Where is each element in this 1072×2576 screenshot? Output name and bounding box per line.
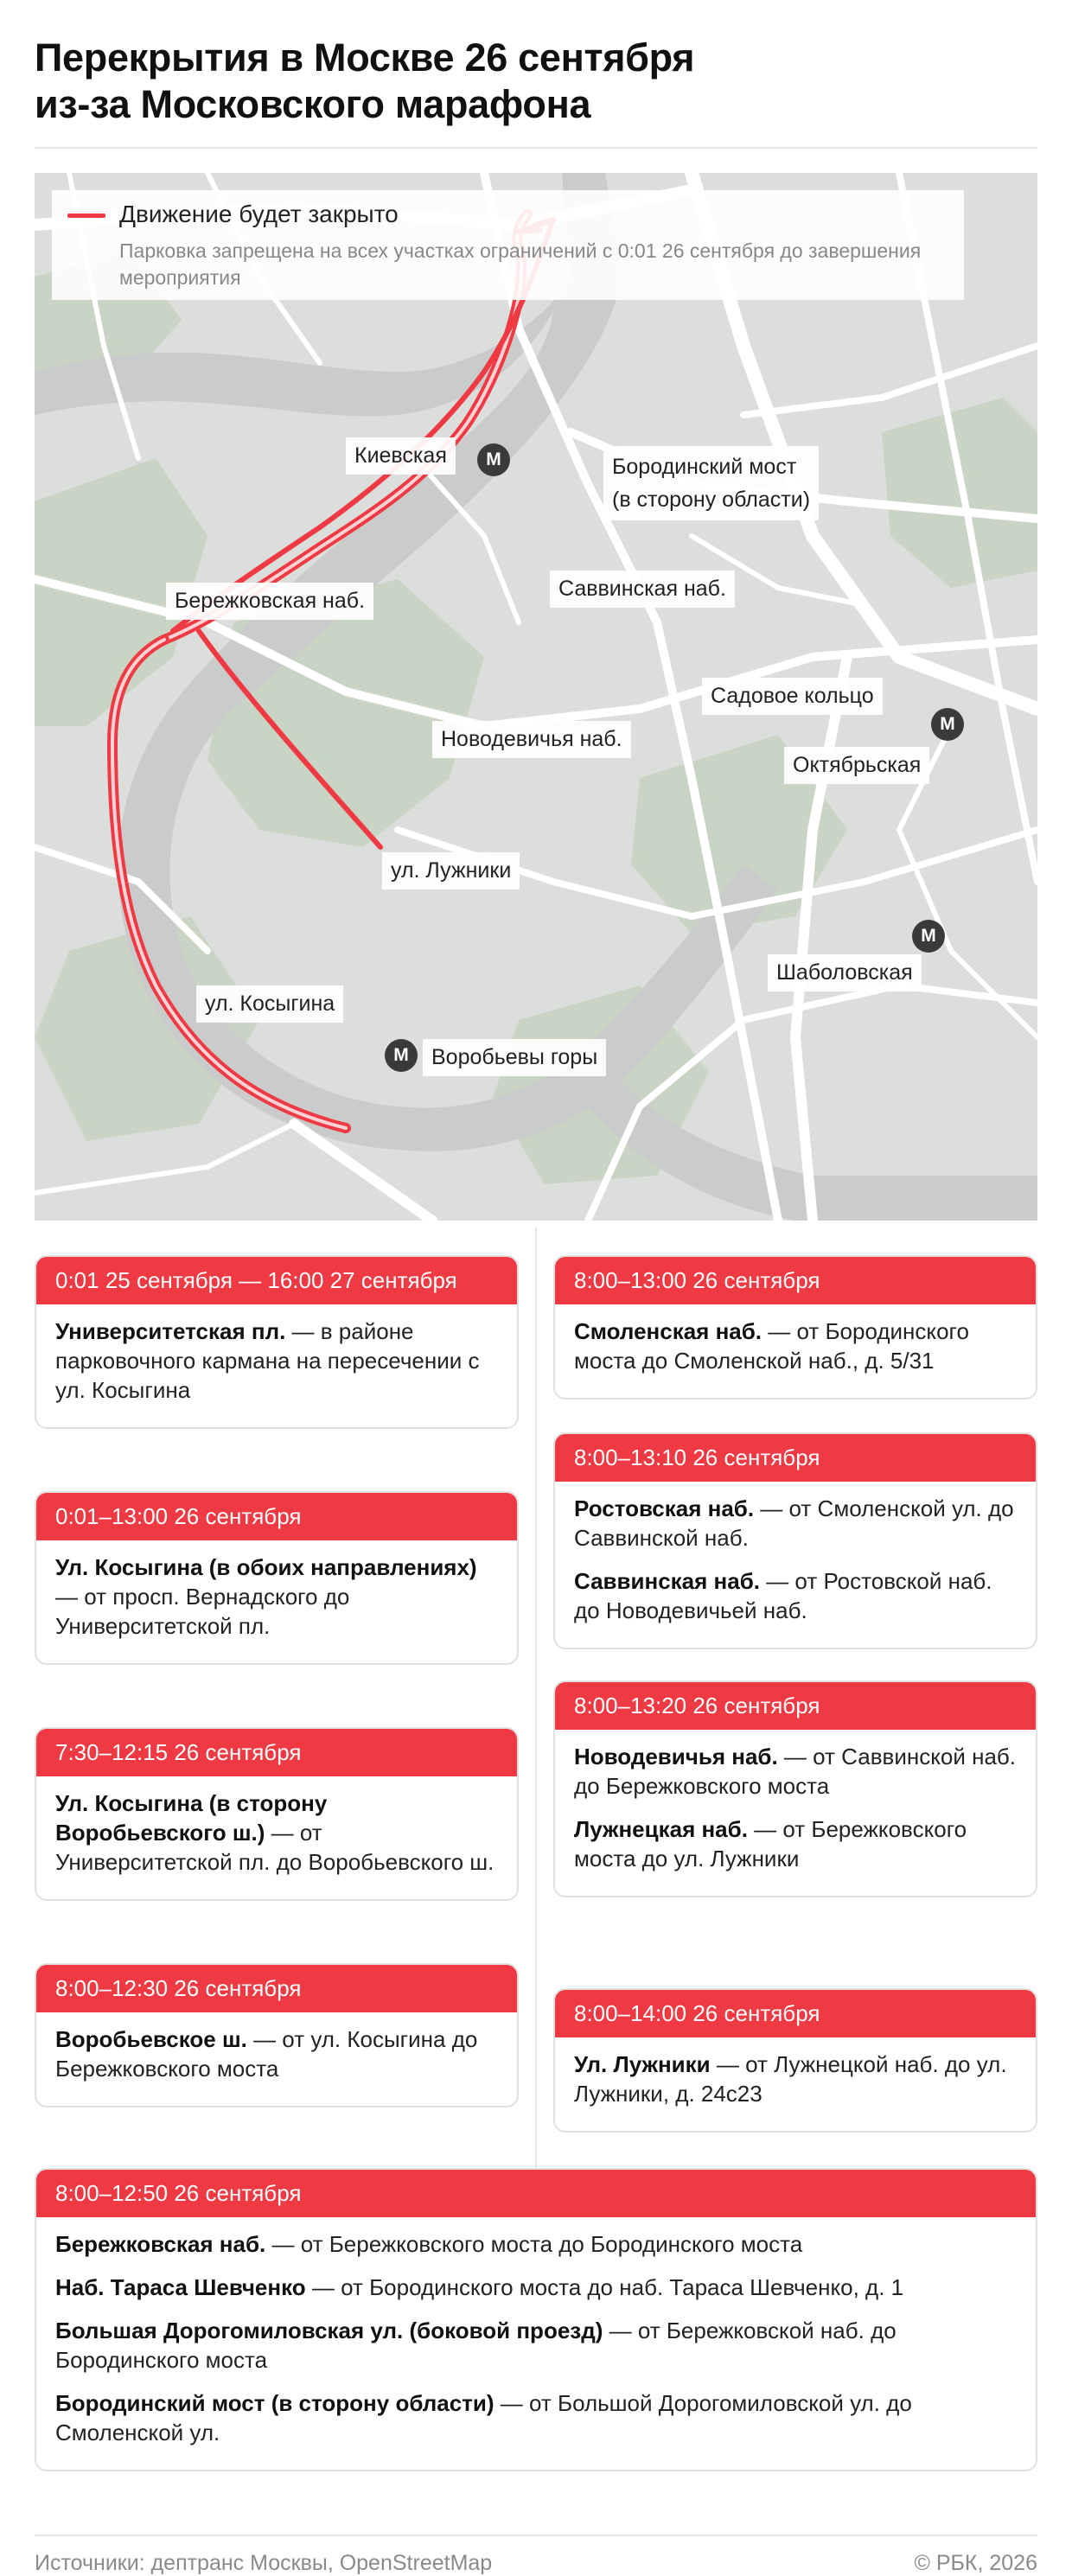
street-desc: — от Бородинского моста до Смоленской наб., д. 5/31 — [574, 1318, 969, 1374]
oktyabrskaya-metro-icon: М — [931, 708, 964, 741]
closure-item — [55, 2316, 1017, 2375]
label-sadovoe-koltso: Садовое кольцо — [702, 678, 883, 715]
closure-item — [574, 2050, 1017, 2108]
closure-card — [553, 1432, 1037, 1649]
street-name: Большая Дорогомиловская ул. (боковой проезд) — [55, 2318, 603, 2343]
street-name: Университетская пл. — [55, 1318, 286, 1344]
columns-divider — [535, 1227, 537, 2168]
closure-item — [574, 1742, 1017, 1801]
street-desc: — от Большой Дорогомиловской ул. до Смоленской ул. — [55, 2390, 912, 2445]
label-kosygina: ул. Косыгина — [196, 985, 343, 1023]
closure-card — [35, 1727, 519, 1901]
closure-item — [574, 1494, 1017, 1553]
closure-time: 7:30–12:15 26 сентября — [36, 1729, 517, 1776]
street-name: Наб. Тараса Шевченко — [55, 2274, 306, 2300]
closure-time: 8:00–12:50 26 сентября — [36, 2170, 1036, 2217]
street-name: Бережковская наб. — [55, 2231, 266, 2257]
title-line-2: из-за Московского марафона — [35, 82, 591, 126]
closure-time: 0:01–13:00 26 сентября — [36, 1493, 517, 1540]
closure-item — [55, 1789, 498, 1877]
closure-item — [55, 1317, 498, 1405]
street-name: Ул. Косыгина (в сторону Воробьевского ш.) — [55, 1790, 328, 1846]
closure-card — [35, 1491, 519, 1665]
street-name: Воробьевское ш. — [55, 2026, 247, 2052]
closure-item — [55, 2388, 1017, 2447]
street-name: Ул. Косыгина (в обоих направлениях) — [55, 1554, 477, 1580]
label-borodinsky-line-1: Бородинский мост — [612, 455, 797, 479]
street-name: Ростовская наб. — [574, 1495, 755, 1521]
closure-item — [574, 1566, 1017, 1625]
label-kievskaya: Киевская — [346, 437, 456, 475]
street-name: Лужнецкая наб. — [574, 1816, 748, 1842]
street-name: Саввинская наб. — [574, 1568, 760, 1594]
label-shabolovskaya: Шаболовская — [768, 954, 922, 992]
street-desc: — от Смоленской ул. до Саввинской наб. — [574, 1495, 1014, 1551]
street-name: Новодевичья наб. — [574, 1744, 778, 1769]
street-desc: — в районе парковочного кармана на пересечении с ул. Косыгина — [55, 1318, 480, 1403]
street-desc: — от Ростовской наб. до Новодевичьей наб. — [574, 1568, 992, 1623]
title-line-1: Перекрытия в Москве 26 сентября — [35, 35, 695, 80]
closure-time: 8:00–13:00 26 сентября — [555, 1257, 1036, 1304]
closure-item — [55, 2024, 498, 2083]
street-desc: — от Университетской пл. до Воробьевского ш. — [55, 1820, 495, 1875]
closure-item — [55, 1553, 498, 1641]
closure-item — [574, 1814, 1017, 1873]
label-berezhkovskaya: Бережковская наб. — [166, 583, 373, 620]
label-luzhniki: ул. Лужники — [382, 852, 520, 889]
page-title — [35, 35, 1037, 128]
street-name: Смоленская наб. — [574, 1318, 763, 1344]
closure-time: 8:00–13:10 26 сентября — [555, 1434, 1036, 1482]
legend-parking-note: Парковка запрещена на всех участках ограничений с 0:01 26 сентября до завершения мероприятия — [119, 239, 922, 289]
shabolovskaya-metro-icon: М — [912, 920, 945, 953]
footer-sources: Источники: дептранс Москвы, OpenStreetMap — [35, 2551, 493, 2575]
street-desc: — от Бережковской наб. до Бородинского моста — [55, 2318, 897, 2373]
legend-closed-label: Движение будет закрыто — [119, 201, 399, 227]
street-desc: — от Саввинской наб. до Бережковского моста — [574, 1744, 1017, 1799]
closure-item — [574, 1317, 1017, 1375]
closure-card — [35, 1963, 519, 2107]
map — [35, 173, 1037, 1221]
closure-item — [55, 2229, 1017, 2259]
street-name: Ул. Лужники — [574, 2051, 711, 2077]
street-desc: — от просп. Вернадского до Университетской пл. — [55, 1584, 350, 1639]
closure-card-wide — [35, 2168, 1037, 2471]
street-name: Бородинский мост (в сторону области) — [55, 2390, 495, 2416]
bottom-divider — [35, 2535, 1037, 2536]
street-desc: — от Бородинского моста до наб. Тараса Шевченко, д. 1 — [305, 2274, 904, 2300]
street-desc: — от Бережковского моста до Бородинского моста — [265, 2231, 803, 2257]
closure-card — [553, 1680, 1037, 1897]
footer-copyright: © РБК, 2026 — [914, 2551, 1037, 2575]
closure-card — [553, 1988, 1037, 2133]
label-borodinsky-bridge — [603, 446, 819, 520]
closed-line-swatch — [67, 214, 105, 218]
closure-time: 8:00–12:30 26 сентября — [36, 1965, 517, 2012]
kievskaya-metro-icon: М — [477, 443, 510, 476]
closure-card — [35, 1255, 519, 1429]
label-savvinskaya: Саввинская наб. — [550, 571, 735, 608]
closure-card — [553, 1255, 1037, 1400]
vorobyovy-gory-metro-icon: М — [385, 1039, 418, 1072]
closure-time: 8:00–14:00 26 сентября — [555, 1990, 1036, 2037]
label-oktyabrskaya: Октябрьская — [784, 747, 929, 784]
map-legend — [52, 190, 964, 300]
closure-item — [55, 2273, 1017, 2302]
closure-time: 8:00–13:20 26 сентября — [555, 1682, 1036, 1730]
top-divider — [35, 147, 1037, 149]
label-novodevichya: Новодевичья наб. — [432, 721, 631, 758]
label-vorobyovy-gory: Воробьевы горы — [423, 1039, 606, 1076]
street-desc: — от Лужнецкой наб. до ул. Лужники, д. 24с23 — [574, 2051, 1007, 2107]
closure-time: 0:01 25 сентября — 16:00 27 сентября — [36, 1257, 517, 1304]
street-desc: — от ул. Косыгина до Бережковского моста — [55, 2026, 478, 2082]
street-desc: — от Бережковского моста до ул. Лужники — [574, 1816, 967, 1871]
label-borodinsky-line-2: (в сторону области) — [612, 488, 811, 512]
